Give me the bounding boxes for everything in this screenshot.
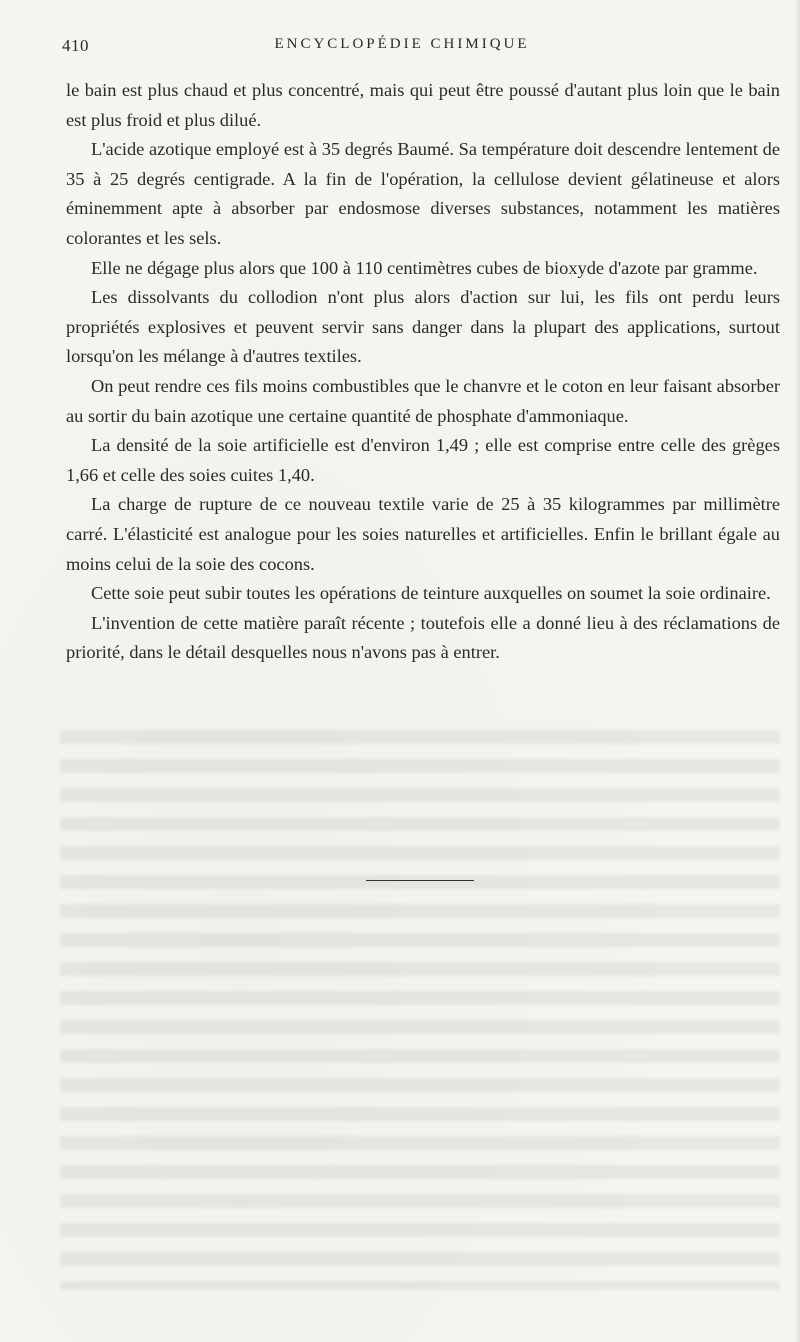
show-through-texture: [60, 730, 780, 1290]
paragraph: La densité de la soie artificielle est d'environ 1,49 ; elle est comprise entre celle des grèges 1,66 et celle des soies cuites 1,40.: [66, 435, 780, 485]
paragraph: le bain est plus chaud et plus concentré, mais qui peut être poussé d'autant plus loin que le bain est plus froid et plus dilué.: [66, 80, 780, 130]
page-fold-shadow: [794, 0, 800, 1342]
body-text: [66, 76, 780, 668]
paragraph: L'acide azotique employé est à 35 degrés Baumé. Sa température doit descendre lentement de 35 à 25 degrés centigrade. A la fin de l'opération, la cellulose devient gélatineuse et alors éminemment apte à absorber par endosmose diverses substances, notamment les matières colorantes et les sels.: [66, 139, 780, 248]
paragraph: Cette soie peut subir toutes les opérations de teinture auxquelles on soumet la soie ordinaire.: [91, 583, 771, 604]
paragraph: On peut rendre ces fils moins combustibles que le chanvre et le coton en leur faisant absorber au sortir du bain azotique une certaine quantité de phosphate d'ammoniaque.: [66, 375, 780, 426]
paragraph: Les dissolvants du collodion n'ont plus alors d'action sur lui, les fils ont perdu leurs propriétés explosives et peuvent servir sans danger dans la plupart des applications, surtout lorsqu'on les mélange à d'autres textiles.: [66, 287, 780, 367]
paragraph: Elle ne dégage plus alors que 100 à 110 centimètres cubes de bioxyde d'azote par gramme.: [91, 257, 758, 278]
running-title: ENCYCLOPÉDIE CHIMIQUE: [274, 36, 530, 52]
paragraph: L'invention de cette matière paraît récente ; toutefois elle a donné lieu à des réclamations de priorité, dans le détail desquelles nous n'avons pas à entrer.: [66, 612, 780, 663]
paragraph: La charge de rupture de ce nouveau textile varie de 25 à 35 kilogrammes par millimètre carré. L'élasticité est analogue pour les soies naturelles et artificielles. Enfin le brillant égale au moins celui de la soie des cocons.: [66, 494, 780, 574]
page-header: [62, 36, 742, 62]
page-number: 410: [62, 36, 89, 55]
